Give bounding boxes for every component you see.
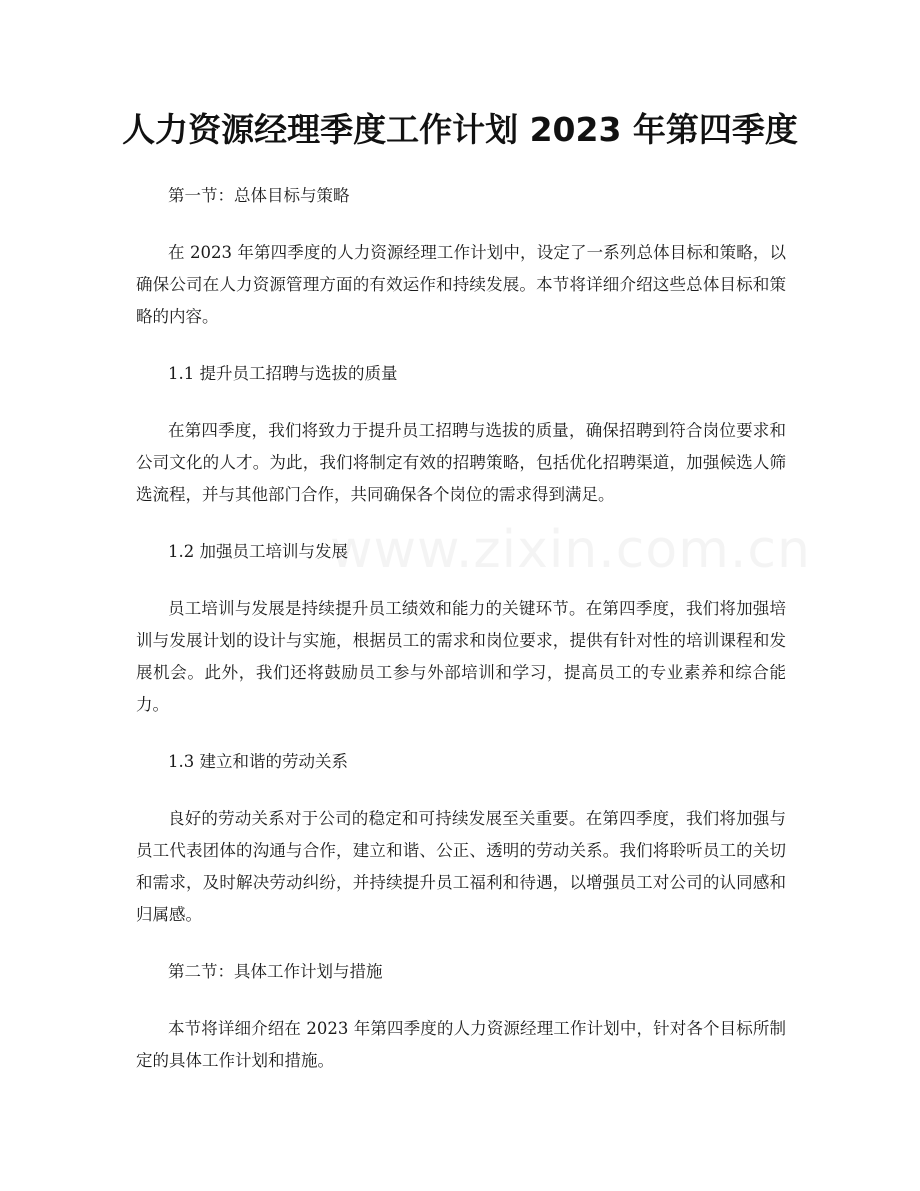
document-body xyxy=(136,180,786,1102)
paragraph: 良好的劳动关系对于公司的稳定和可持续发展至关重要。在第四季度，我们将加强与员工代表团体的沟通与合作，建立和谐、公正、透明的劳动关系。我们将聆听员工的关切和需求，及时解决劳动纠纷，并持续提升员工福利和待遇，以增强员工对公司的认同感和归属感。 xyxy=(136,809,786,924)
watermark: www.zixin.com.cn xyxy=(330,520,811,580)
paragraph: 在第四季度，我们将致力于提升员工招聘与选拔的质量，确保招聘到符合岗位要求和公司文化的人才。为此，我们将制定有效的招聘策略，包括优化招聘渠道，加强候选人筛选流程，并与其他部门合作，共同确保各个岗位的需求得到满足。 xyxy=(136,421,786,504)
subsection-heading: 1.3 建立和谐的劳动关系 xyxy=(168,752,348,771)
subsection-heading: 1.2 加强员工培训与发展 xyxy=(168,542,348,561)
subsection-heading: 1.1 提升员工招聘与选拔的质量 xyxy=(168,364,398,383)
paragraph: 员工培训与发展是持续提升员工绩效和能力的关键环节。在第四季度，我们将加强培训与发展计划的设计与实施，根据员工的需求和岗位要求，提供有针对性的培训课程和发展机会。此外，我们还将鼓励员工参与外部培训和学习，提高员工的专业素养和综合能力。 xyxy=(136,599,786,714)
section-heading: 第二节：具体工作计划与措施 xyxy=(168,962,383,981)
paragraph: 本节将详细介绍在 2023 年第四季度的人力资源经理工作计划中，针对各个目标所制定的具体工作计划和措施。 xyxy=(136,1019,786,1070)
section-heading: 第一节：总体目标与策略 xyxy=(168,186,350,205)
document-title: 人力资源经理季度工作计划 2023 年第四季度 xyxy=(122,110,798,149)
paragraph: 在 2023 年第四季度的人力资源经理工作计划中，设定了一系列总体目标和策略，以确保公司在人力资源管理方面的有效运作和持续发展。本节将详细介绍这些总体目标和策略的内容。 xyxy=(136,243,786,326)
